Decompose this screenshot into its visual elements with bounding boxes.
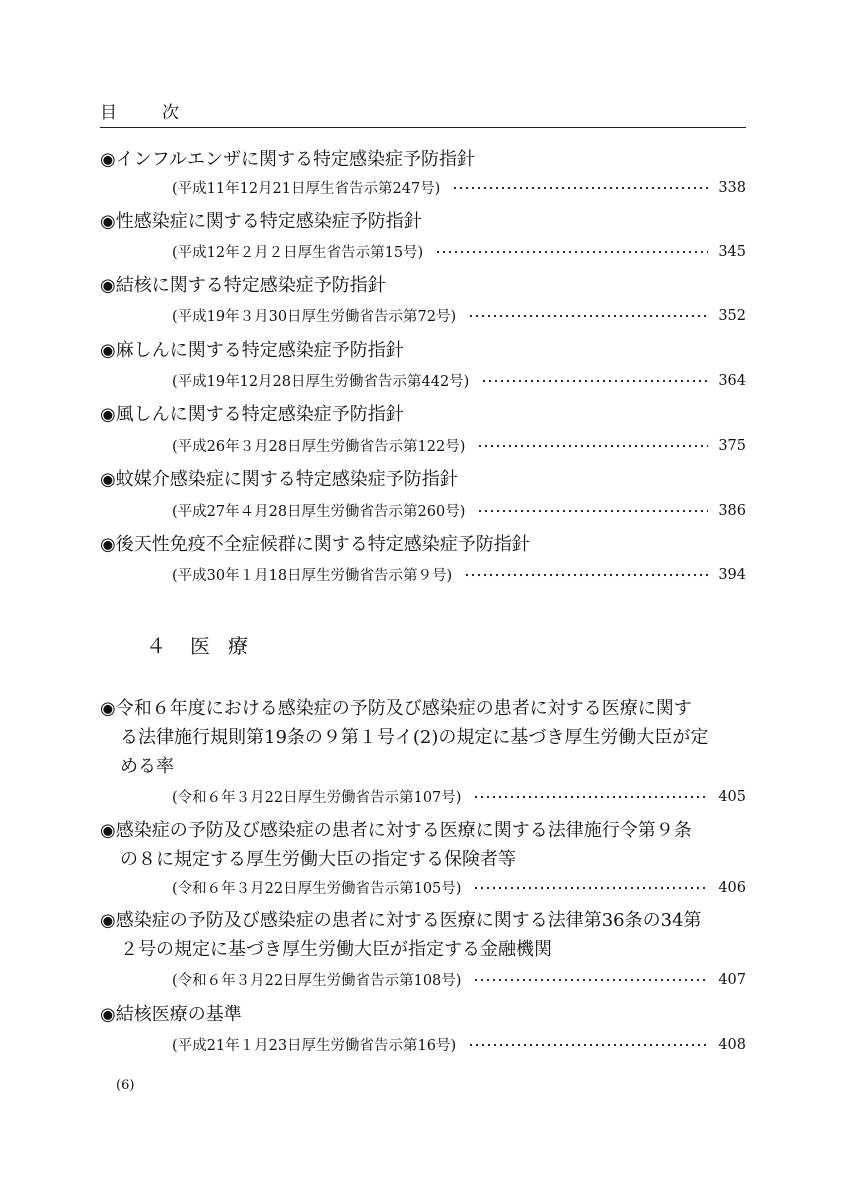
toc-entry-title: ◉性感染症に関する特定感染症予防指針: [100, 211, 422, 232]
leader-dots: [473, 886, 708, 890]
page-number: 405: [718, 788, 746, 805]
leader-dots: [435, 250, 708, 254]
page-header: 目 次: [100, 98, 746, 128]
leader-dots: [464, 573, 708, 577]
page-number: 352: [718, 307, 746, 324]
toc-entry-title: ◉感染症の予防及び感染症の患者に対する医療に関する法律第36条の34第 ２号の規定に基づき厚生労働大臣が指定する金融機関: [100, 910, 702, 960]
page-number: 364: [718, 372, 746, 389]
toc-entry-title: ◉インフルエンザに関する特定感染症予防指針: [100, 149, 475, 170]
toc-entry-title: ◉結核に関する特定感染症予防指針: [100, 275, 386, 296]
leader-dots: [477, 509, 708, 513]
bullet-icon: ◉: [100, 698, 116, 719]
bullet-icon: ◉: [100, 149, 116, 170]
leader-dots: [452, 186, 708, 190]
bullet-icon: ◉: [100, 469, 116, 490]
bullet-icon: ◉: [100, 211, 116, 232]
bullet-icon: ◉: [100, 910, 116, 931]
page-number: 345: [718, 243, 746, 260]
toc-entry-title: ◉後天性免疫不全症候群に関する特定感染症予防指針: [100, 534, 530, 555]
page-number: 408: [718, 1036, 746, 1053]
page-number: 375: [718, 437, 746, 454]
toc-entry-source: (平成26年３月28日厚生労働省告示第122号) 375: [172, 437, 746, 455]
section-number: ４: [146, 634, 168, 658]
toc-entry-source: (平成30年１月18日厚生労働省告示第９号) 394: [172, 566, 746, 584]
toc-entry-title: ◉令和６年度における感染症の予防及び感染症の患者に対する医療に関す る法律施行規則第19条の９第１号イ(2)の規定に基づき厚生労働大臣が定 める率: [100, 698, 709, 777]
page-number: 406: [718, 879, 746, 896]
page-number: 386: [718, 502, 746, 519]
toc-entry-source: (平成11年12月21日厚生省告示第247号) 338: [172, 179, 746, 197]
toc-entry-title: ◉結核医療の基準: [100, 1004, 242, 1025]
page-number: 338: [718, 179, 746, 196]
bullet-icon: ◉: [100, 1004, 116, 1025]
section-heading: [146, 630, 266, 659]
toc-entry-title: ◉麻しんに関する特定感染症予防指針: [100, 340, 404, 361]
leader-dots: [473, 978, 708, 982]
toc-entry-title: ◉蚊媒介感染症に関する特定感染症予防指針: [100, 469, 458, 490]
bullet-icon: ◉: [100, 404, 116, 425]
leader-dots: [468, 1043, 708, 1047]
toc-entry-source: (令和６年３月22日厚生労働省告示第107号) 405: [172, 788, 746, 806]
toc-entry-source: (令和６年３月22日厚生労働省告示第108号) 407: [172, 971, 746, 989]
folio: (6): [116, 1078, 135, 1093]
section-title: 医療: [190, 634, 266, 658]
bullet-icon: ◉: [100, 340, 116, 361]
toc-entry-source: (平成19年３月30日厚生労働省告示第72号) 352: [172, 307, 746, 325]
leader-dots: [473, 795, 708, 799]
page-number: 394: [718, 566, 746, 583]
toc-entry-source: (平成27年４月28日厚生労働省告示第260号) 386: [172, 502, 746, 520]
toc-entry-title: ◉感染症の予防及び感染症の患者に対する医療に関する法律施行令第９条 の８に規定する厚生労働大臣の指定する保険者等: [100, 820, 692, 870]
toc-entry-source: (平成19年12月28日厚生労働省告示第442号) 364: [172, 372, 746, 390]
page-number: 407: [718, 971, 746, 988]
toc-entry-title: ◉風しんに関する特定感染症予防指針: [100, 404, 404, 425]
toc-entry-source: (平成12年２月２日厚生省告示第15号) 345: [172, 243, 746, 261]
bullet-icon: ◉: [100, 534, 116, 555]
bullet-icon: ◉: [100, 275, 116, 296]
toc-entry-source: (平成21年１月23日厚生労働省告示第16号) 408: [172, 1036, 746, 1054]
leader-dots: [468, 314, 708, 318]
toc-entry-source: (令和６年３月22日厚生労働省告示第105号) 406: [172, 879, 746, 897]
leader-dots: [481, 379, 708, 383]
leader-dots: [477, 444, 708, 448]
bullet-icon: ◉: [100, 820, 116, 841]
